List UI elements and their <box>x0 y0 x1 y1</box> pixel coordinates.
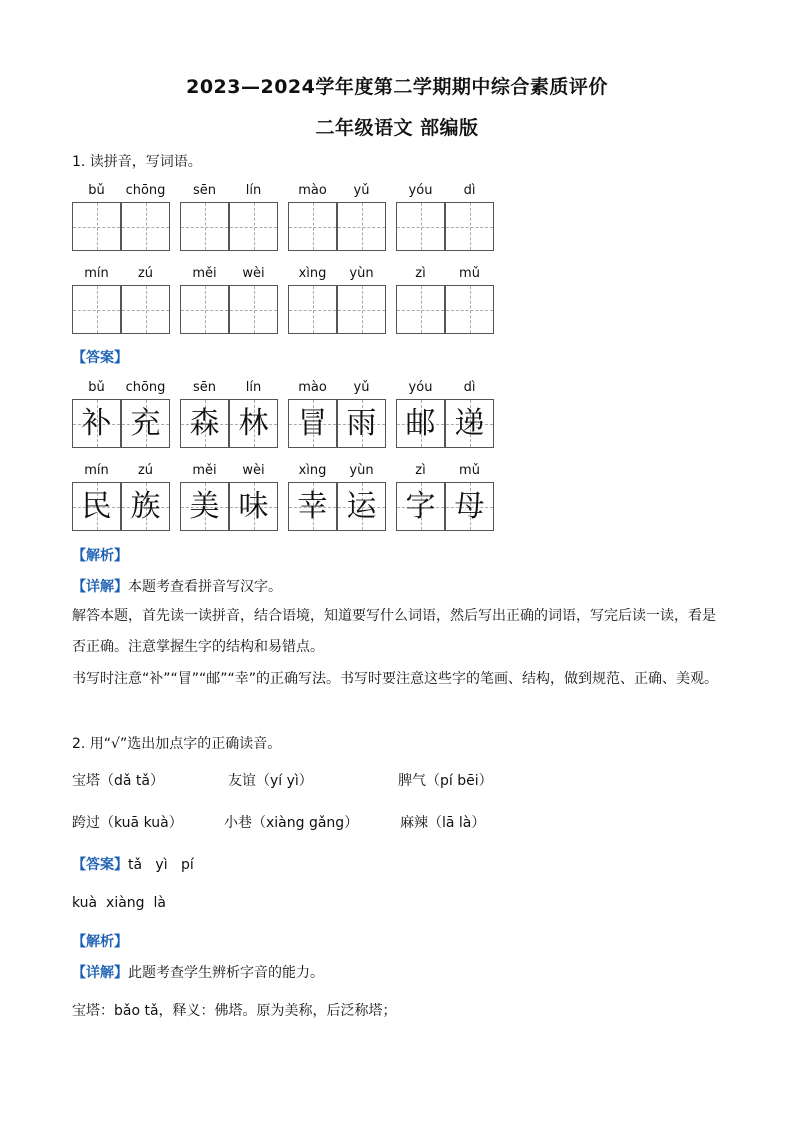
word-block <box>288 183 387 253</box>
pinyin-label: měi <box>192 266 217 281</box>
tianzige-cell <box>288 399 337 448</box>
tianzige-cell <box>72 399 121 448</box>
tianzige-cell <box>288 482 337 531</box>
question-1-prompt: 1. 读拼音，写词语。 <box>72 154 202 170</box>
option-mala: 麻辣（lā là） <box>400 815 486 831</box>
pinyin-label: sēn <box>192 183 216 198</box>
answer-grid-row-2 <box>72 463 502 533</box>
answer-character: 味 <box>238 489 269 524</box>
answer-character: 美 <box>189 489 220 524</box>
pinyin-label: yǔ <box>353 183 370 198</box>
tianzige-cell <box>121 482 170 531</box>
word-block <box>72 183 171 253</box>
question-2-prompt: 2. 用“√”选出加点字的正确读音。 <box>72 736 282 752</box>
tianzige-cell <box>445 285 494 334</box>
tianzige-cell <box>121 202 170 251</box>
pinyin-label: xìng <box>298 463 327 478</box>
pinyin-label: mǔ <box>459 463 480 478</box>
pinyin-label: mín <box>84 266 109 281</box>
tianzige-cell <box>180 482 229 531</box>
pinyin-label: yóu <box>408 380 433 395</box>
tianzige-cell <box>180 399 229 448</box>
word-block <box>72 266 171 336</box>
answer-character: 民 <box>81 489 112 524</box>
q2-answer-values-1: tǎ yì pí <box>128 857 194 873</box>
tianzige-cell <box>180 285 229 334</box>
pinyin-label: mào <box>298 380 327 395</box>
word-block <box>396 380 495 450</box>
tianzige-cell <box>445 399 494 448</box>
pinyin-label: měi <box>192 463 217 478</box>
word-block <box>72 380 171 450</box>
word-block <box>396 463 495 533</box>
pinyin-grid-row-1 <box>72 183 502 253</box>
pinyin-label: yǔ <box>353 380 370 395</box>
pinyin-label: chōng <box>125 183 166 198</box>
pinyin-label: mín <box>84 463 109 478</box>
q2-answer-tag: 【答案】 <box>72 857 128 873</box>
answer-character: 林 <box>238 406 269 441</box>
answer-character: 递 <box>454 406 485 441</box>
q2-answer-line <box>72 854 194 874</box>
answer-character: 幸 <box>297 489 328 524</box>
word-block <box>72 463 171 533</box>
pinyin-label: dì <box>463 380 476 395</box>
answer-character: 森 <box>189 406 220 441</box>
answer-character: 邮 <box>405 406 436 441</box>
pinyin-label: zú <box>137 266 154 281</box>
word-block <box>288 266 387 336</box>
answer-tag: 【答案】 <box>72 350 128 366</box>
option-baota: 宝塔（dǎ tǎ） <box>72 773 164 789</box>
answer-character: 冒 <box>297 406 328 441</box>
answer-grid-row-1 <box>72 380 502 450</box>
option-youyi: 友谊（yí yì） <box>228 773 313 789</box>
word-block <box>180 266 279 336</box>
word-block <box>180 183 279 253</box>
answer-character: 字 <box>405 489 436 524</box>
option-kuaguo: 跨过（kuā kuà） <box>72 815 183 831</box>
pinyin-label: dì <box>463 183 476 198</box>
pinyin-label: yùn <box>349 463 374 478</box>
pinyin-label: bǔ <box>88 183 105 198</box>
analysis-paragraph-2: 书写时注意“补”“冒”“邮”“幸”的正确写法。书写时要注意这些字的笔画、结构，做到规范、正确、美观。 <box>72 671 719 687</box>
pinyin-label: yùn <box>349 266 374 281</box>
tianzige-cell <box>229 482 278 531</box>
pinyin-label: wèi <box>242 266 265 281</box>
answer-character: 族 <box>130 489 161 524</box>
tianzige-cell <box>396 202 445 251</box>
answer-character: 补 <box>81 406 112 441</box>
detail-text: 本题考查看拼音写汉字。 <box>128 579 282 595</box>
answer-character: 母 <box>454 489 485 524</box>
pinyin-label: bǔ <box>88 380 105 395</box>
word-block <box>180 463 279 533</box>
tianzige-cell <box>337 482 386 531</box>
tianzige-cell <box>180 202 229 251</box>
tianzige-cell <box>337 202 386 251</box>
q2-analysis-tag: 【解析】 <box>72 934 128 950</box>
option-piqi: 脾气（pí bēi） <box>398 773 493 789</box>
q2-answer-values-2: kuà xiàng là <box>72 895 166 911</box>
tianzige-cell <box>396 399 445 448</box>
option-xiaoxiang: 小巷（xiàng gǎng） <box>224 815 359 831</box>
pinyin-label: wèi <box>242 463 265 478</box>
pinyin-label: mǔ <box>459 266 480 281</box>
pinyin-grid-row-2 <box>72 266 502 336</box>
tianzige-cell <box>72 202 121 251</box>
word-block <box>288 380 387 450</box>
pinyin-label: yóu <box>408 183 433 198</box>
q2-explanation-line: 宝塔：bǎo tǎ，释义：佛塔。原为美称，后泛称塔； <box>72 1003 397 1019</box>
pinyin-label: lín <box>245 380 262 395</box>
detail-tag: 【详解】 <box>72 579 128 595</box>
answer-character: 运 <box>346 489 377 524</box>
tianzige-cell <box>229 202 278 251</box>
pinyin-label: zì <box>415 463 426 478</box>
tianzige-cell <box>337 285 386 334</box>
tianzige-cell <box>72 482 121 531</box>
pinyin-label: zú <box>137 463 154 478</box>
analysis-paragraph-1: 解答本题，首先读一读拼音，结合语境，知道要写什么词语，然后写出正确的词语，写完后读一读，看是否正确。注意掌握生字的结构和易错点。 <box>72 608 716 655</box>
tianzige-cell <box>337 399 386 448</box>
tianzige-cell <box>72 285 121 334</box>
tianzige-cell <box>288 202 337 251</box>
answer-character: 雨 <box>346 406 377 441</box>
tianzige-cell <box>396 482 445 531</box>
answer-character: 充 <box>130 406 161 441</box>
q2-detail-tag: 【详解】 <box>72 965 128 981</box>
detail-line <box>72 576 282 596</box>
word-block <box>288 463 387 533</box>
page-title: 2023—2024学年度第二学期期中综合素质评价 <box>186 76 608 98</box>
tianzige-cell <box>229 285 278 334</box>
word-block <box>396 266 495 336</box>
pinyin-label: xìng <box>298 266 327 281</box>
tianzige-cell <box>288 285 337 334</box>
pinyin-label: sēn <box>192 380 216 395</box>
pinyin-label: chōng <box>125 380 166 395</box>
word-block <box>396 183 495 253</box>
tianzige-cell <box>445 202 494 251</box>
pinyin-label: mào <box>298 183 327 198</box>
q2-detail-line <box>72 962 324 982</box>
pinyin-label: lín <box>245 183 262 198</box>
tianzige-cell <box>229 399 278 448</box>
page-subtitle: 二年级语文 部编版 <box>315 117 479 139</box>
q2-detail-text: 此题考查学生辨析字音的能力。 <box>128 965 324 981</box>
tianzige-cell <box>445 482 494 531</box>
tianzige-cell <box>396 285 445 334</box>
tianzige-cell <box>121 399 170 448</box>
pinyin-label: zì <box>415 266 426 281</box>
analysis-tag: 【解析】 <box>72 548 128 564</box>
tianzige-cell <box>121 285 170 334</box>
word-block <box>180 380 279 450</box>
